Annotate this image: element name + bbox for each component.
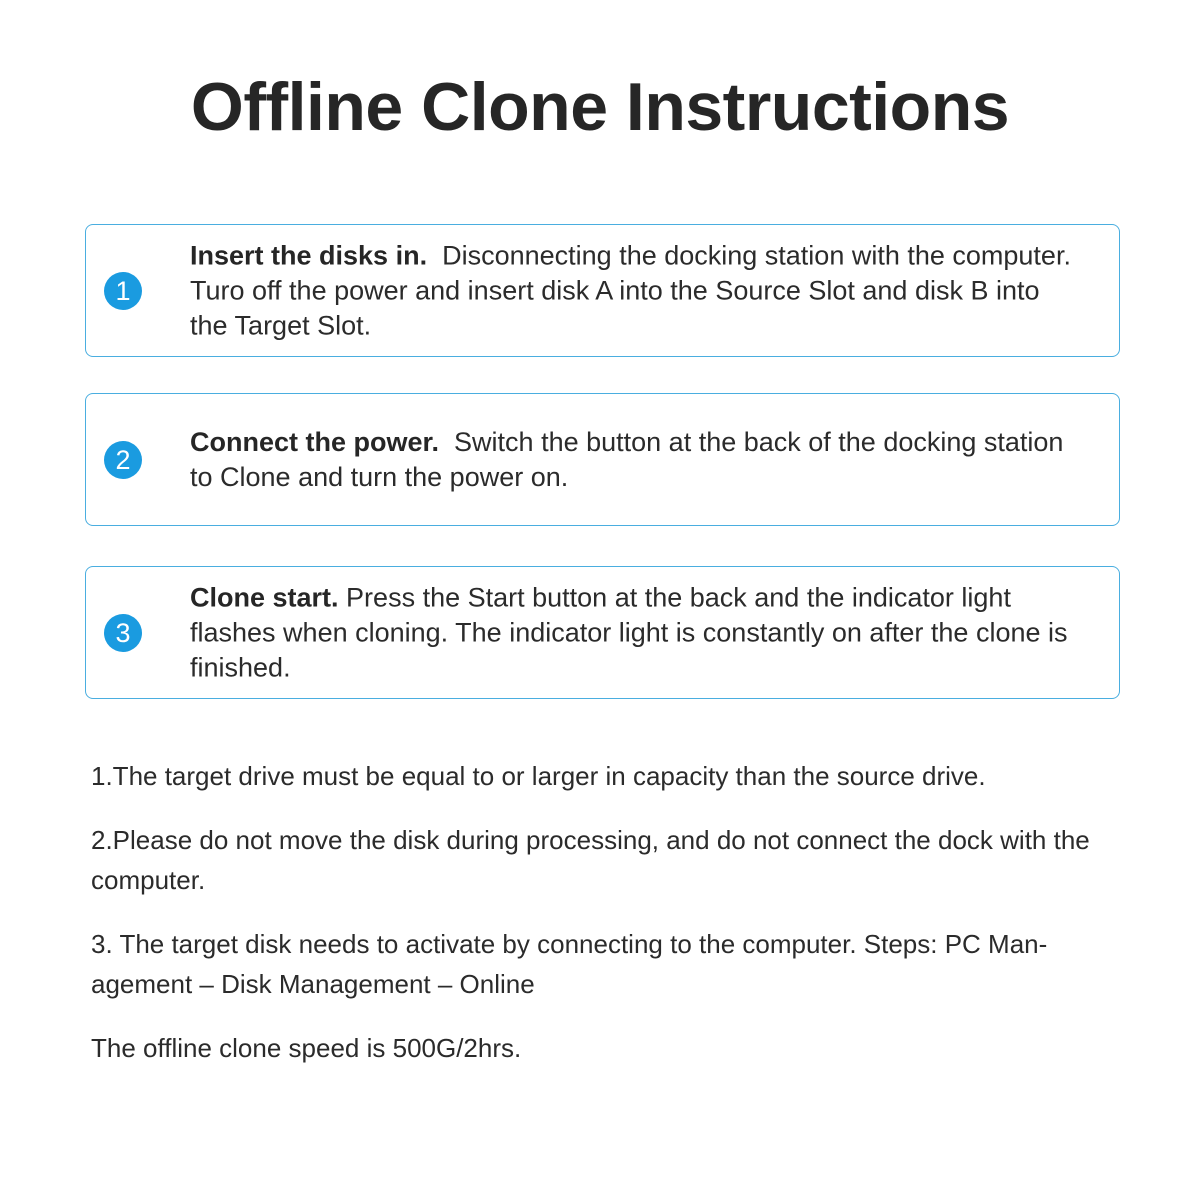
step-card-3 — [85, 566, 1120, 699]
note-item-4: The offline clone speed is 500G/2hrs. — [91, 1033, 522, 1063]
step-body-3: Press the Start button at the back and the indicator light flashes when cloning. The indicator light is constantly on after the clone is finished. — [190, 582, 1068, 682]
step-number-badge-2: 2 — [104, 441, 142, 479]
note-item-2: 2.Please do not move the disk during processing, and do not connect the dock with the computer. — [91, 825, 1090, 895]
note-item-3: 3. The target disk needs to activate by connecting to the computer. Steps: PC Management – Disk Management – Online — [91, 929, 1048, 999]
notes-list — [91, 756, 1106, 1092]
step-body-2: Switch the button at the back of the docking station to Clone and turn the power on. — [190, 426, 1064, 492]
step-heading-2: Connect the power. — [190, 426, 440, 457]
step-text-3 — [190, 580, 1075, 685]
step-text-1 — [190, 238, 1075, 343]
step-number-badge-1: 1 — [104, 272, 142, 310]
step-card-2 — [85, 393, 1120, 526]
step-text-2 — [190, 425, 1075, 495]
step-heading-1: Insert the disks in. — [190, 240, 428, 270]
note-item-1: 1.The target drive must be equal to or larger in capacity than the source drive. — [91, 761, 986, 791]
step-heading-3: Clone start. — [190, 582, 339, 612]
step-body-1: Disconnecting the docking station with the computer. Turo off the power and insert disk A into the Source Slot and disk B into the Target Slot. — [190, 240, 1071, 340]
step-number-badge-3: 3 — [104, 614, 142, 652]
step-card-1 — [85, 224, 1120, 357]
page-title: Offline Clone Instructions — [190, 69, 1010, 145]
